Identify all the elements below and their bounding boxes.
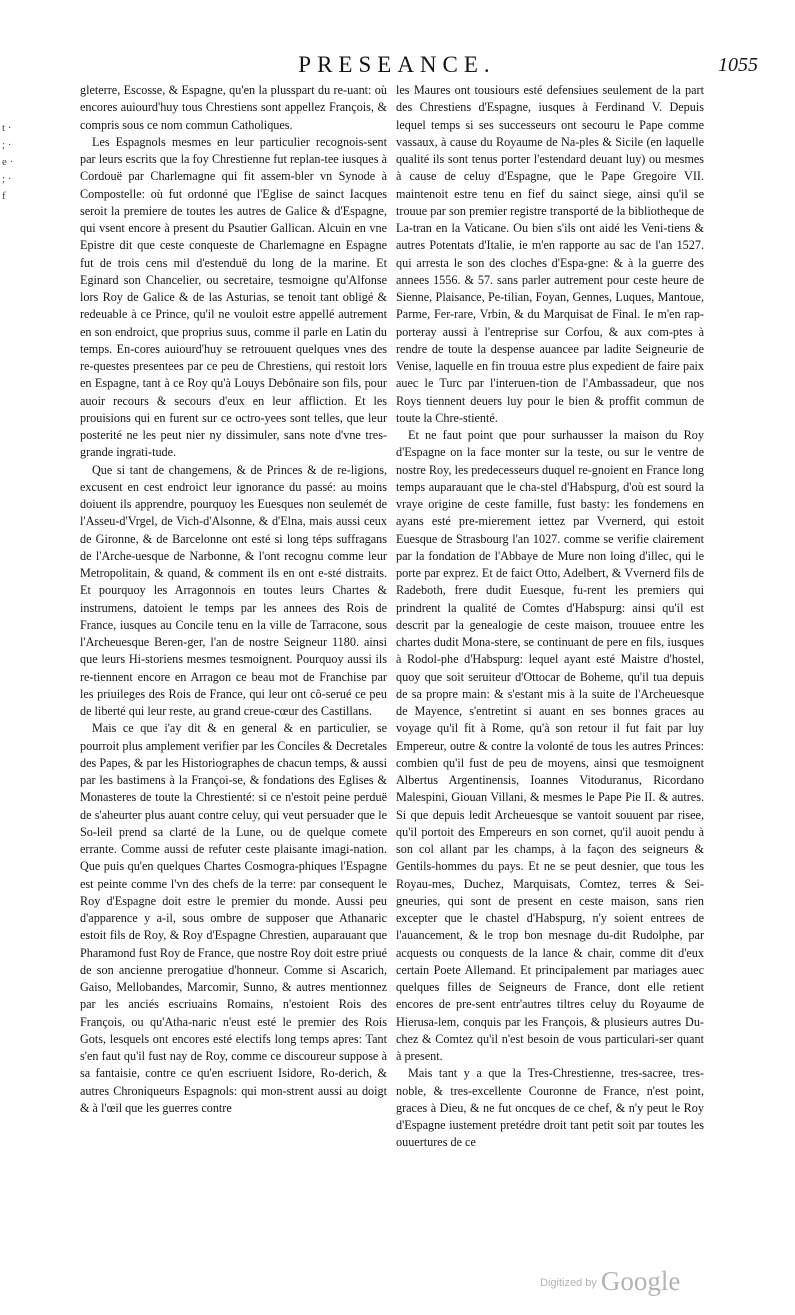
paragraph-right-1: les Maures ont tousiours esté defensiues seulement de la part des Chrestiens d'Espagne, iusques à Ferdinand V. Depuis lequel temps si ses successeurs ont secouru le Pape comme vassaux, à cause du Royaume de Na-ples & Sicile (en laquelle qualité ils sont tenus porter l'estendard deuant luy) ou mesmes à cause de celuy d'Espagne, que le Pape Gregoire VII. maintenoit estre tenu en fief du sainct siege, ainsi qu'il se trouue par son premier registre transporté de la bibliotheque de La-tran en la Vaticane. Ou bien s'ils ont aidé les Veni-tiens & autres Potentats d'Italie, ie m'en rapporte au sac de l'an 1527. qui arresta le son des cloches d'Espa-gne: & à la guerre des annees 1556. & 57. sans parler autrement pour ceste heure de Sienne, Plaisance, Pe-tilian, Foyan, Gennes, Luques, Mantoue, Parme, Fer-rare, Vrbin, & du Marquisat de Final. Ie m'en rap-porteray aussi à l'entreprise sur Corfou, & aux com-ptes à rendre de toute la despense auancee par ladite Seigneurie de Venise, laquelle en fin trouua estre plus expedient de faire paix auec le Turc par l'interuen-tion de l'Ambassadeur, que nos Roys tiennent deuers luy pour le bien & proffit commun de toute la Chre-stienté.: [396, 83, 704, 425]
running-head-title: PRESEANCE.: [298, 52, 496, 77]
right-column: [396, 82, 704, 1152]
paragraph-right-2: Et ne faut point que pour surhausser la maison du Roy d'Espagne on la face monter sur la teste, ou sur le ventre de nostre Roy, les predecesseurs duquel re-gnoient en France long temps auparauant que le cha-stel d'Habspurg, d'où est sourd la vraye origine de ceste famille, fust basty: les fondemens en ayans esté pre-mierement iettez par Vvernerd, qui estoit Euesque de Strasbourg l'an 1027. comme se verifie clairement par la fondation de l'Abbaye de Mure non loing d'illec, qui le porte par exprez. Et de faict Otto, Adelbert, & Vvernerd fils de Radeboth, frere dudit Euesque, fu-rent les premiers qui prindrent la qualité de Comtes d'Habspurg: ainsi qu'il est descrit par la genealogie de ceste maison, trouuee entre les chartes dudit Mona-stere, se continuant de pere en fils, iusques à Rodol-phe d'Habspurg: lequel ayant esté Maistre d'hostel, quoy que soit seruiteur d'Ottocar de Boheme, qu'il tua depuis de sa propre main: & s'estant mis à la suite de l'Archeuesque de Mayence, s'entretint si auant en ses bonnes graces au voyage qu'il fit à Rome, qu'à son retour il fut fait par luy Empereur, outre & contre la volonté de tous les autres Princes: combien qu'il fust de peu de moyens, ainsi que tesmoignent Albertus Argentinensis, Ioannes Vitoduranus, Ricordano Malespini, Giouan Villani, & mesmes le Pape Pie II. & autres. Si que depuis ledit Archeuesque se vantoit souuent par risee, qu'il portoit des Empereurs en son cornet, qu'il auoit pendu à son col allant par les champs, à la façon des seigneurs & Gentils-hommes du pays. Et ne se peut desnier, que tous les Royau-mes, Duchez, Marquisats, Comtez, terres & Sei-gneuries, qui sont de present en ceste maison, sans rien excepter que le chastel d'Habspurg, n'y soient entrees de l'auancement, & le trop bon mesnage du-dit Rudolphe, par acquests ou conquests de la lance & chair, comme dit d'eux certain Poete Allemand. Et principalement par mariages auec quelques filles de Seigneurs de France, dont elle retient encores de pre-sent entr'autres tiltres celuy du Royaume de Hierusa-lem, conquis par les François, & plusieurs autres Du-chez & Comtez qu'il n'est besoin de vous particulari-ser quant à present.: [396, 428, 704, 1063]
paragraph-left-2: Les Espagnols mesmes en leur particulier recognois-sent par leurs escrits que la foy Chrestienne fut replan-tee iusques à Cordouë par Charlemagne qui fit assem-bler vn Synode à Compostelle: où fut ordonné que l'Eglise de sainct Iacques seroit la premiere de toutes les autres de Galice & d'Espagne, qui vsent encore à present du Psautier Gallican. Alcuin en vne Epistre dit que ceste conqueste de Charlemagne en Espagne fut de trois cens mil d'estenduë du long de la marine. Et Eginard son Chancelier, ou secretaire, tesmoigne qu'Alfonse lors Roy de Galice & de las Asturias, se tenoit tant obligé & redeuable à ce Prince, qu'il ne vouloit estre appellé autrement en son endroict, que proprius suus, comme il parle en Latin du temps. En-cores auiourd'huy se retrouuent quelques vnes des re-questes presentees par ce peu de Chrestiens, qui restoit lors en Espagne, tant à ce Roy qu'à Louys Debônaire son fils, pour auoir recours & secours d'eux en leur affliction. Et les prouisions qui en furent sur ce octro-yees sont telles, que leur posterité ne les peut nier ny dissimuler, sans note d'vne tres-grande ingrati-tude.: [80, 134, 387, 460]
digitized-watermark: [540, 1266, 680, 1297]
paragraph-left-3: Que si tant de changemens, & de Princes & de re-ligions, excusent en cest endroict leur ignorance du passé: au moins doiuent ils apprendre, pourquoy les Euesques non seulemét de l'Asseu-d'Vrgel, de Vich-d'Alsonne, & d'Elna, mais aussi ceux de Gironne, & de Barcelonne ont esté si long téps suffragans de l'Arche-uesque de Narbonne, & l'ont recognu comme leur Metropolitain, & quand, & comment ils en ont e-sté distraits. Et pourquoy les Arragonnois en toutes leurs Chartes & instrumens, datoient le temps par les annees des Rois de France, iusques au Concile tenu en la ville de Tarracone, sous l'Archeuesque Beren-ger, l'an de nostre Seigneur 1180. ainsi que leurs Hi-storiens mesmes tesmoignent. Pourquoy aussi ils re-tiennent encore en Arragon ce beau mot de Franchise par les priuileges des Rois de France, qui leur ont cô-serué ce peu de liberté qui leur reste, au grand creue-cœur des Castillans.: [80, 462, 387, 718]
margin-marks: t · ; · e · ; · f: [2, 122, 14, 202]
paragraph-left-1: gleterre, Escosse, & Espagne, qu'en la plusspart du re-uant: où encores auiourd'huy tous Chrestiens sont appellez François, & compris sous ce nom commun Catholiques.: [80, 83, 387, 132]
paragraph-right-3: Mais tant y a que la Tres-Chrestienne, tres-sacree, tres-noble, & tres-excellente Couronne de France, n'est point, graces à Dieu, & ne fut oncques de ce chef, & n'y peut le Roy d'Espagne iustement pretédre droit tant petit soit par toutes les ouuertures de ce: [396, 1066, 704, 1150]
google-logo: Google: [600, 1266, 681, 1296]
paragraph-left-4: Mais ce que i'ay dit & en general & en particulier, se pourroit plus amplement verifier par les Conciles & Decretales des Papes, & par les Historiographes de chacun temps, & aussi par les bastimens à la Françoi-se, & fondations des Eglises & Monasteres de toute la Chrestienté: si ce n'estoit peine perduë de s'aheurter plus auant contre celuy, qui veut persuader que le So-leil prend sa clarté de la Lune, ou de quelque comete errante. Comme aussi de refuter ceste plaisante imagi-nation. Que puis qu'en quelques Chartes Cosmogra-phiques l'Espagne est peinte comme l'vn des chefs de la terre: par consequent le Roy d'Espagne doit estre le premier du monde. Aussi peu d'apparence y a-il, sous ombre de supposer que Athanaric estoit fils de Roy, & Roy d'Espagne Chrestien, auparauant que Pharamond fust Roy de France, que nostre Roy doit estre priué de son ancienne prerogatiue d'honneur. Comme si Ascarich, Gaiso, Mellobandes, Marcomir, Sunno, & autres mentionnez par les anciés escriuains Romains, n'estoient Rois des François, ou qu'Atha-naric n'eust esté le premier des Rois Gots, lesquels ont encores esté electifs long temps apres: Tant s'en faut qu'il fust nay de Roy, comme ce discoureur suppose à sa fantaisie, contre ce qu'en escriuent Isidore, Ro-derich, & autres Chroniqueurs Espagnols: qui mon-strent aussi au doigt & à l'œil que les guerres contre: [80, 721, 387, 1115]
left-column: [80, 82, 387, 1117]
watermark-prefix: Digitized by: [540, 1277, 597, 1289]
page-number: 1055: [718, 54, 758, 76]
